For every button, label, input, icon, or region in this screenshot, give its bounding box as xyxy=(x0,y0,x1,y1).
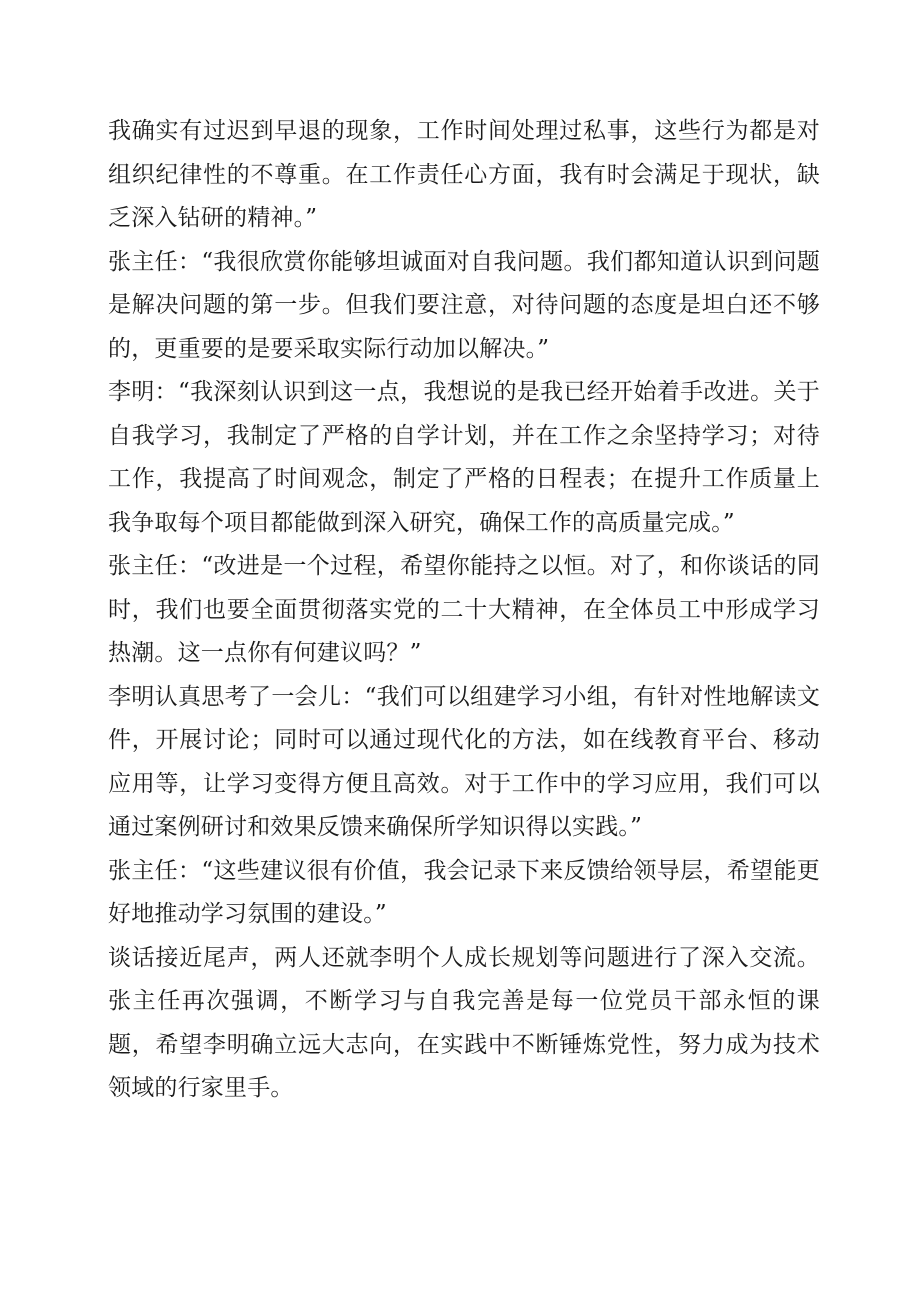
paragraph-1: 我确实有过迟到早退的现象，工作时间处理过私事，这些行为都是对组织纪律性的不尊重。在工作责任心方面，我有时会满足于现状，缺乏深入钻研的精神。” xyxy=(108,118,820,231)
paragraph-5: 李明认真思考了一会儿：“我们可以组建学习小组，有针对性地解读文件，开展讨论；同时可以通过现代化的方法，如在线教育平台、移动应用等，让学习变得方便且高效。对于工作中的学习应用，我们可以通过案例研讨和效果反馈来确保所学知识得以实践。” xyxy=(108,683,820,840)
paragraph-4: 张主任：“改进是一个过程，希望你能持之以恒。对了，和你谈话的同时，我们也要全面贯彻落实党的二十大精神，在全体员工中形成学习热潮。这一点你有何建议吗？” xyxy=(108,553,820,666)
document-body xyxy=(108,110,820,1111)
paragraph-2: 张主任：“我很欣赏你能够坦诚面对自我问题。我们都知道认识到问题是解决问题的第一步。但我们要注意，对待问题的态度是坦白还不够的，更重要的是要采取实际行动加以解决。” xyxy=(108,248,820,362)
paragraph-6: 张主任：“这些建议很有价值，我会记录下来反馈给领导层，希望能更好地推动学习氛围的建设。” xyxy=(108,857,820,927)
paragraph-3: 李明：“我深刻认识到这一点，我想说的是我已经开始着手改进。关于自我学习，我制定了严格的自学计划，并在工作之余坚持学习；对待工作，我提高了时间观念，制定了严格的日程表；在提升工作质量上我争取每个项目都能做到深入研究，确保工作的高质量完成。” xyxy=(108,379,820,536)
paragraph-7: 谈话接近尾声，两人还就李明个人成长规划等问题进行了深入交流。张主任再次强调，不断学习与自我完善是每一位党员干部永恒的课题，希望李明确立远大志向，在实践中不断锤炼党性，努力成为技术领域的行家里手。 xyxy=(108,944,820,1101)
